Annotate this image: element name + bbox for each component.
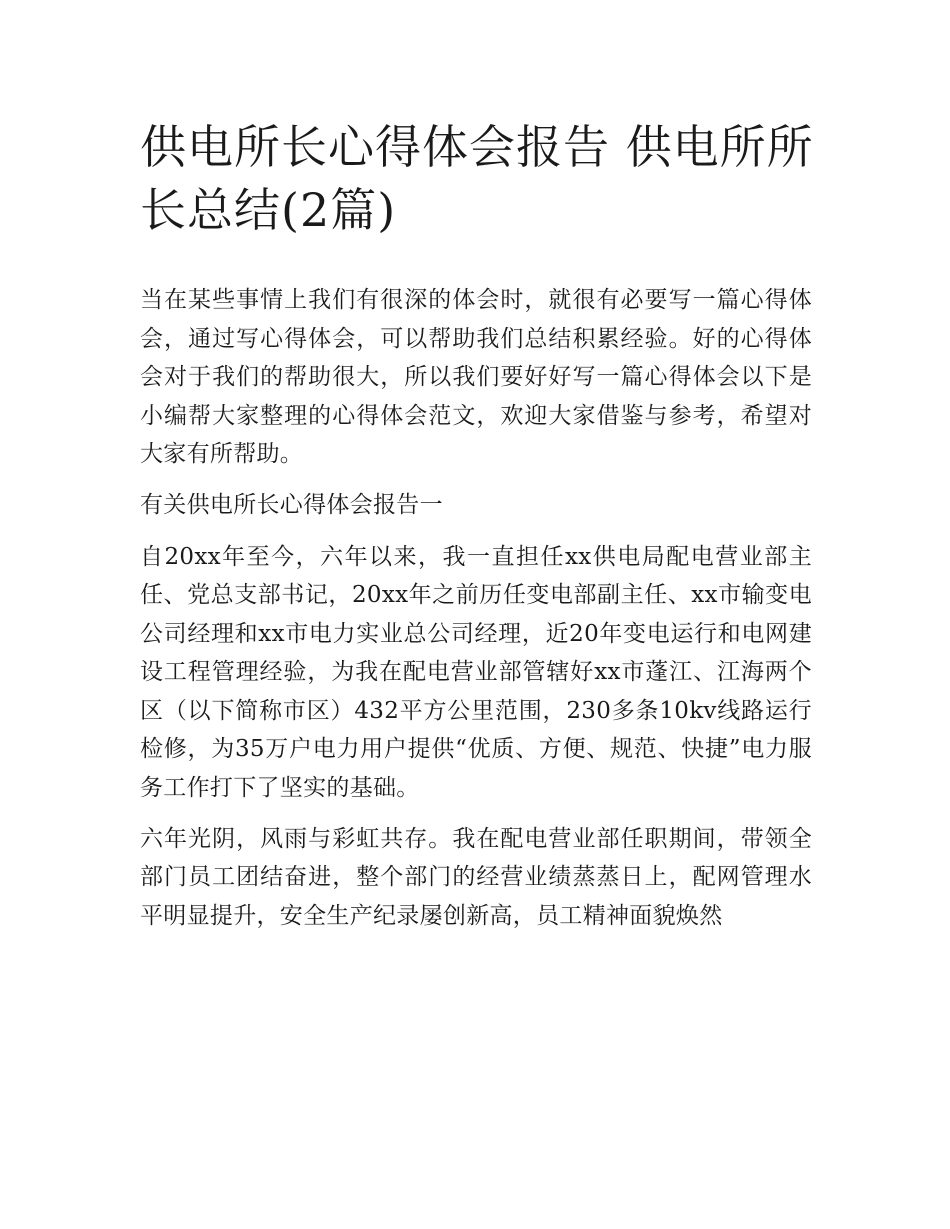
body-paragraph: 自20xx年至今，六年以来，我一直担任xx供电局配电营业部主任、党总支部书记，20xx年之前历任变电部副主任、xx市输变电公司经理和xx市电力实业总公司经理，近20年变电运行和电网建设工程管理经验，为我在配电营业部管辖好xx市蓬江、江海两个区（以下简称市区）432平方公里范围，230多条10kv线路运行检修，为35万户电力用户提供“优质、方便、规范、快捷”电力服务工作打下了坚实的基础。 <box>140 543 812 801</box>
section-heading: 有关供电所长心得体会报告一 <box>140 492 443 519</box>
document-body <box>140 281 812 948</box>
body-paragraph: 六年光阴，风雨与彩虹共存。我在配电营业部任职期间，带领全部门员工团结奋进，整个部门的经营业绩蒸蒸日上，配网管理水平明显提升，安全生产纪录屡创新高，员工精神面貌焕然 <box>140 825 812 929</box>
document-title: 供电所长心得体会报告 供电所所长总结(2篇) <box>140 120 814 237</box>
intro-paragraph: 当在某些事情上我们有很深的体会时，就很有必要写一篇心得体会，通过写心得体会，可以帮助我们总结积累经验。好的心得体会对于我们的帮助很大，所以我们要好好写一篇心得体会以下是小编帮大家整理的心得体会范文，欢迎大家借鉴与参考，希望对大家有所帮助。 <box>140 287 812 467</box>
